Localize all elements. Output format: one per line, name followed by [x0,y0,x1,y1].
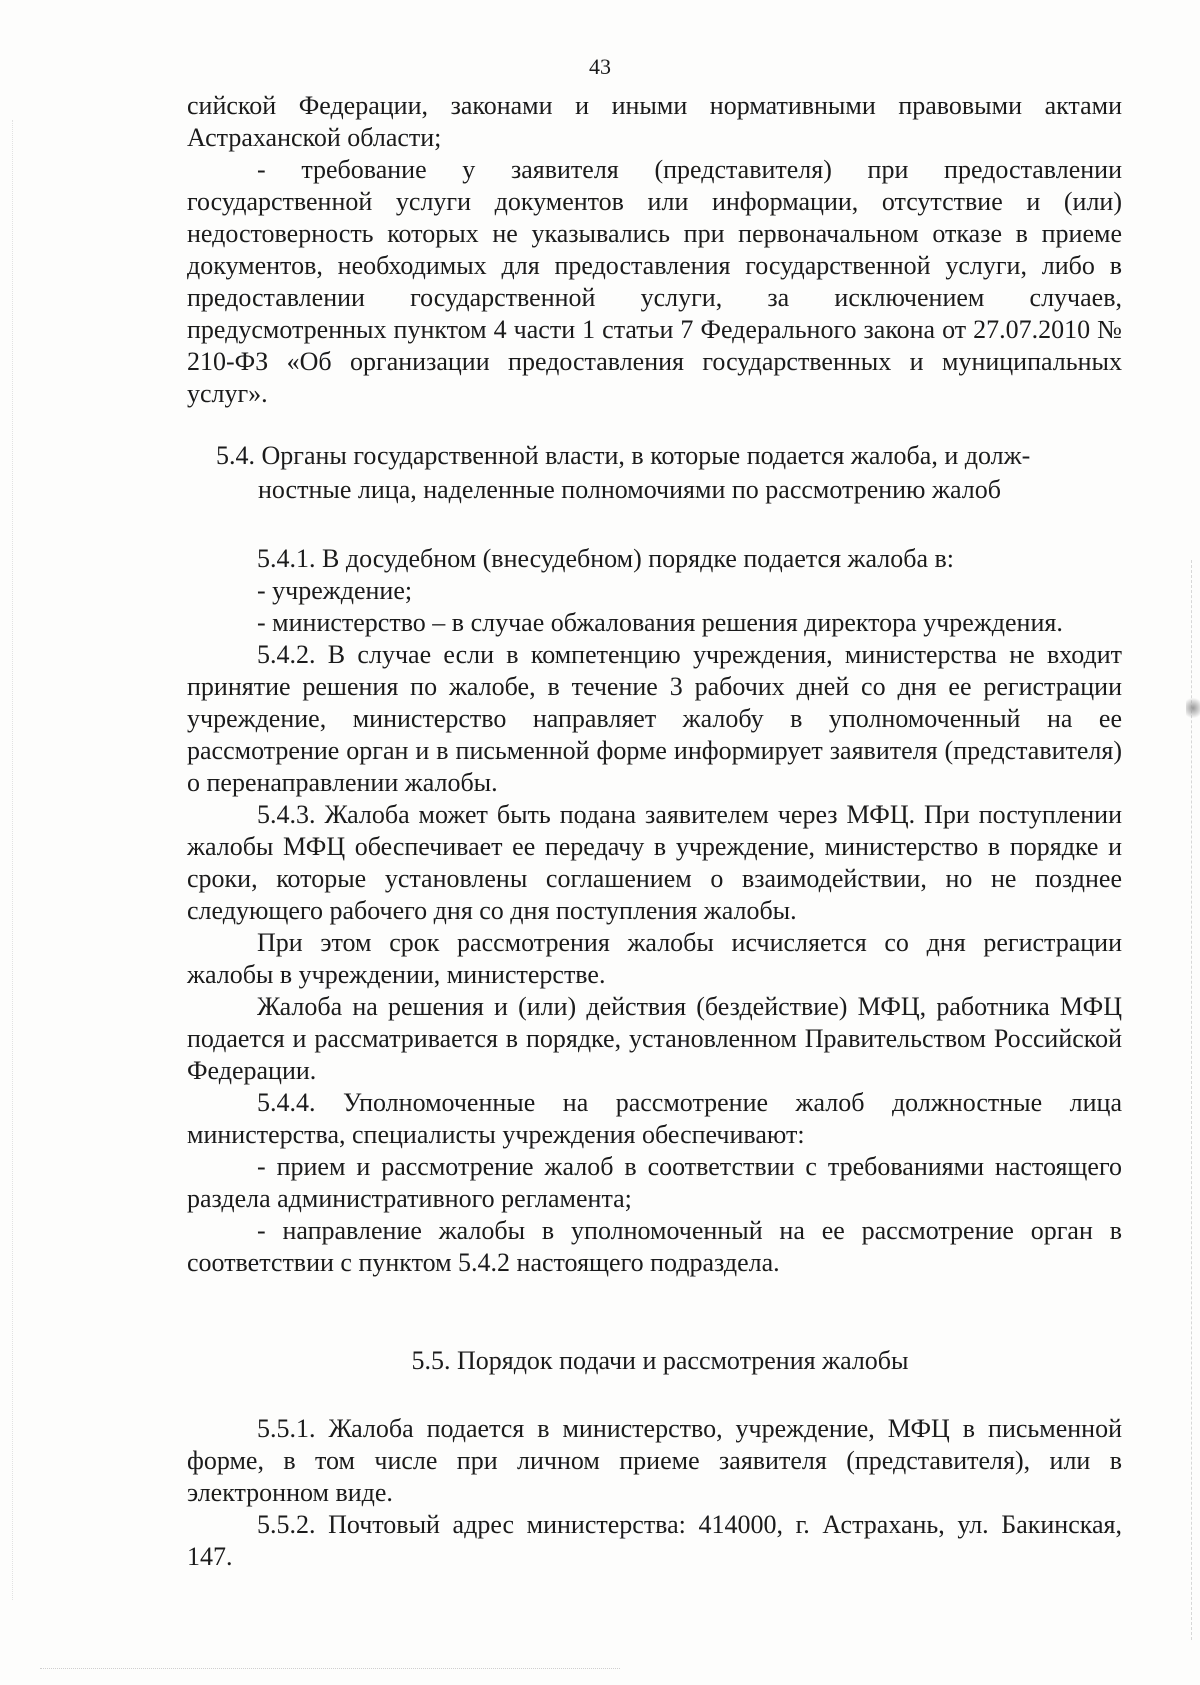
paragraph-5-4-2: 5.4.2. В случае если в компетенцию учреждения, министерства не входит принятие решения по жалобе, в течение 3 рабочих дней со дня ее регистрации учреждение, министерство направляет жалобу в уполномоченный на ее рассмотрение орган и в письменной форме информирует заявителя (представителя) о перенаправлении жалобы. [187,640,1122,797]
scan-footer-line [40,1668,620,1671]
paragraph-requirement: - требование у заявителя (представителя) при предоставлении государственной услуги документов или информации, отсутствие и (или) недостоверность которых не указывались при первоначальном отказе в приеме документов, необходимых для предоставления государственной услуги, либо в предоставлении государственной услуги, за исключением случаев, предусмотренных пунктом 4 части 1 статьи 7 Федерального закона от 27.07.2010 № 210-ФЗ «Об организации предоставления государственных и муниципальных услуг». [187,155,1122,408]
paragraph-continued: сийской Федерации, законами и иными нормативными правовыми актами Астраханской области; [187,91,1122,152]
scan-smudge [1186,695,1200,721]
section-heading-5-4-line1: 5.4. Органы государственной власти, в которые подается жалоба, и долж- [216,441,1031,470]
list-item-forwarding: - направление жалобы в уполномоченный на ее рассмотрение орган в соответствии с пунктом 5.4.2 настоящего подраздела. [187,1216,1122,1277]
paragraph-5-4-4: 5.4.4. Уполномоченные на рассмотрение жалоб должностные лица министерства, специалисты учреждения обеспечивают: [187,1088,1122,1149]
list-item-institution: - учреждение; [257,576,413,605]
text-block-5-5 [187,1413,1122,1573]
text-block-5-4 [187,543,1122,1279]
paragraph-mfc-complaint: Жалоба на решения и (или) действия (бездействие) МФЦ, работника МФЦ подается и рассматривается в порядке, установленном Правительством Российской Федерации. [187,992,1122,1085]
text-block-continuation [187,90,1122,410]
paragraph-5-4-1: 5.4.1. В досудебном (внесудебном) порядке подается жалоба в: [257,544,955,573]
scan-edge-left [12,120,17,1600]
paragraph-5-5-2: 5.5.2. Почтовый адрес министерства: 414000, г. Астрахань, ул. Бакинская, 147. [187,1510,1122,1571]
section-heading-5-4-line2: ностные лица, наделенные полномочиями по рассмотрению жалоб [258,475,1001,504]
paragraph-5-5-1: 5.5.1. Жалоба подается в министерство, учреждение, МФЦ в письменной форме, в том числе при личном приеме заявителя (представителя), или в электронном виде. [187,1414,1122,1507]
scan-edge-right [1185,560,1192,1640]
list-item-ministry: - министерство – в случае обжалования решения директора учреждения. [257,608,1063,637]
paragraph-review-term: При этом срок рассмотрения жалобы исчисляется со дня регистрации жалобы в учреждении, министерстве. [187,928,1122,989]
section-heading-5-5: 5.5. Порядок подачи и рассмотрения жалобы [411,1346,909,1375]
page-number: 43 [589,54,611,79]
list-item-reception: - прием и рассмотрение жалоб в соответствии с требованиями настоящего раздела административного регламента; [187,1152,1122,1213]
paragraph-5-4-3: 5.4.3. Жалоба может быть подана заявителем через МФЦ. При поступлении жалобы МФЦ обеспечивает ее передачу в учреждение, министерство в порядке и сроки, которые установлены соглашением о взаимодействии, но не позднее следующего рабочего дня со дня поступления жалобы. [187,800,1122,925]
